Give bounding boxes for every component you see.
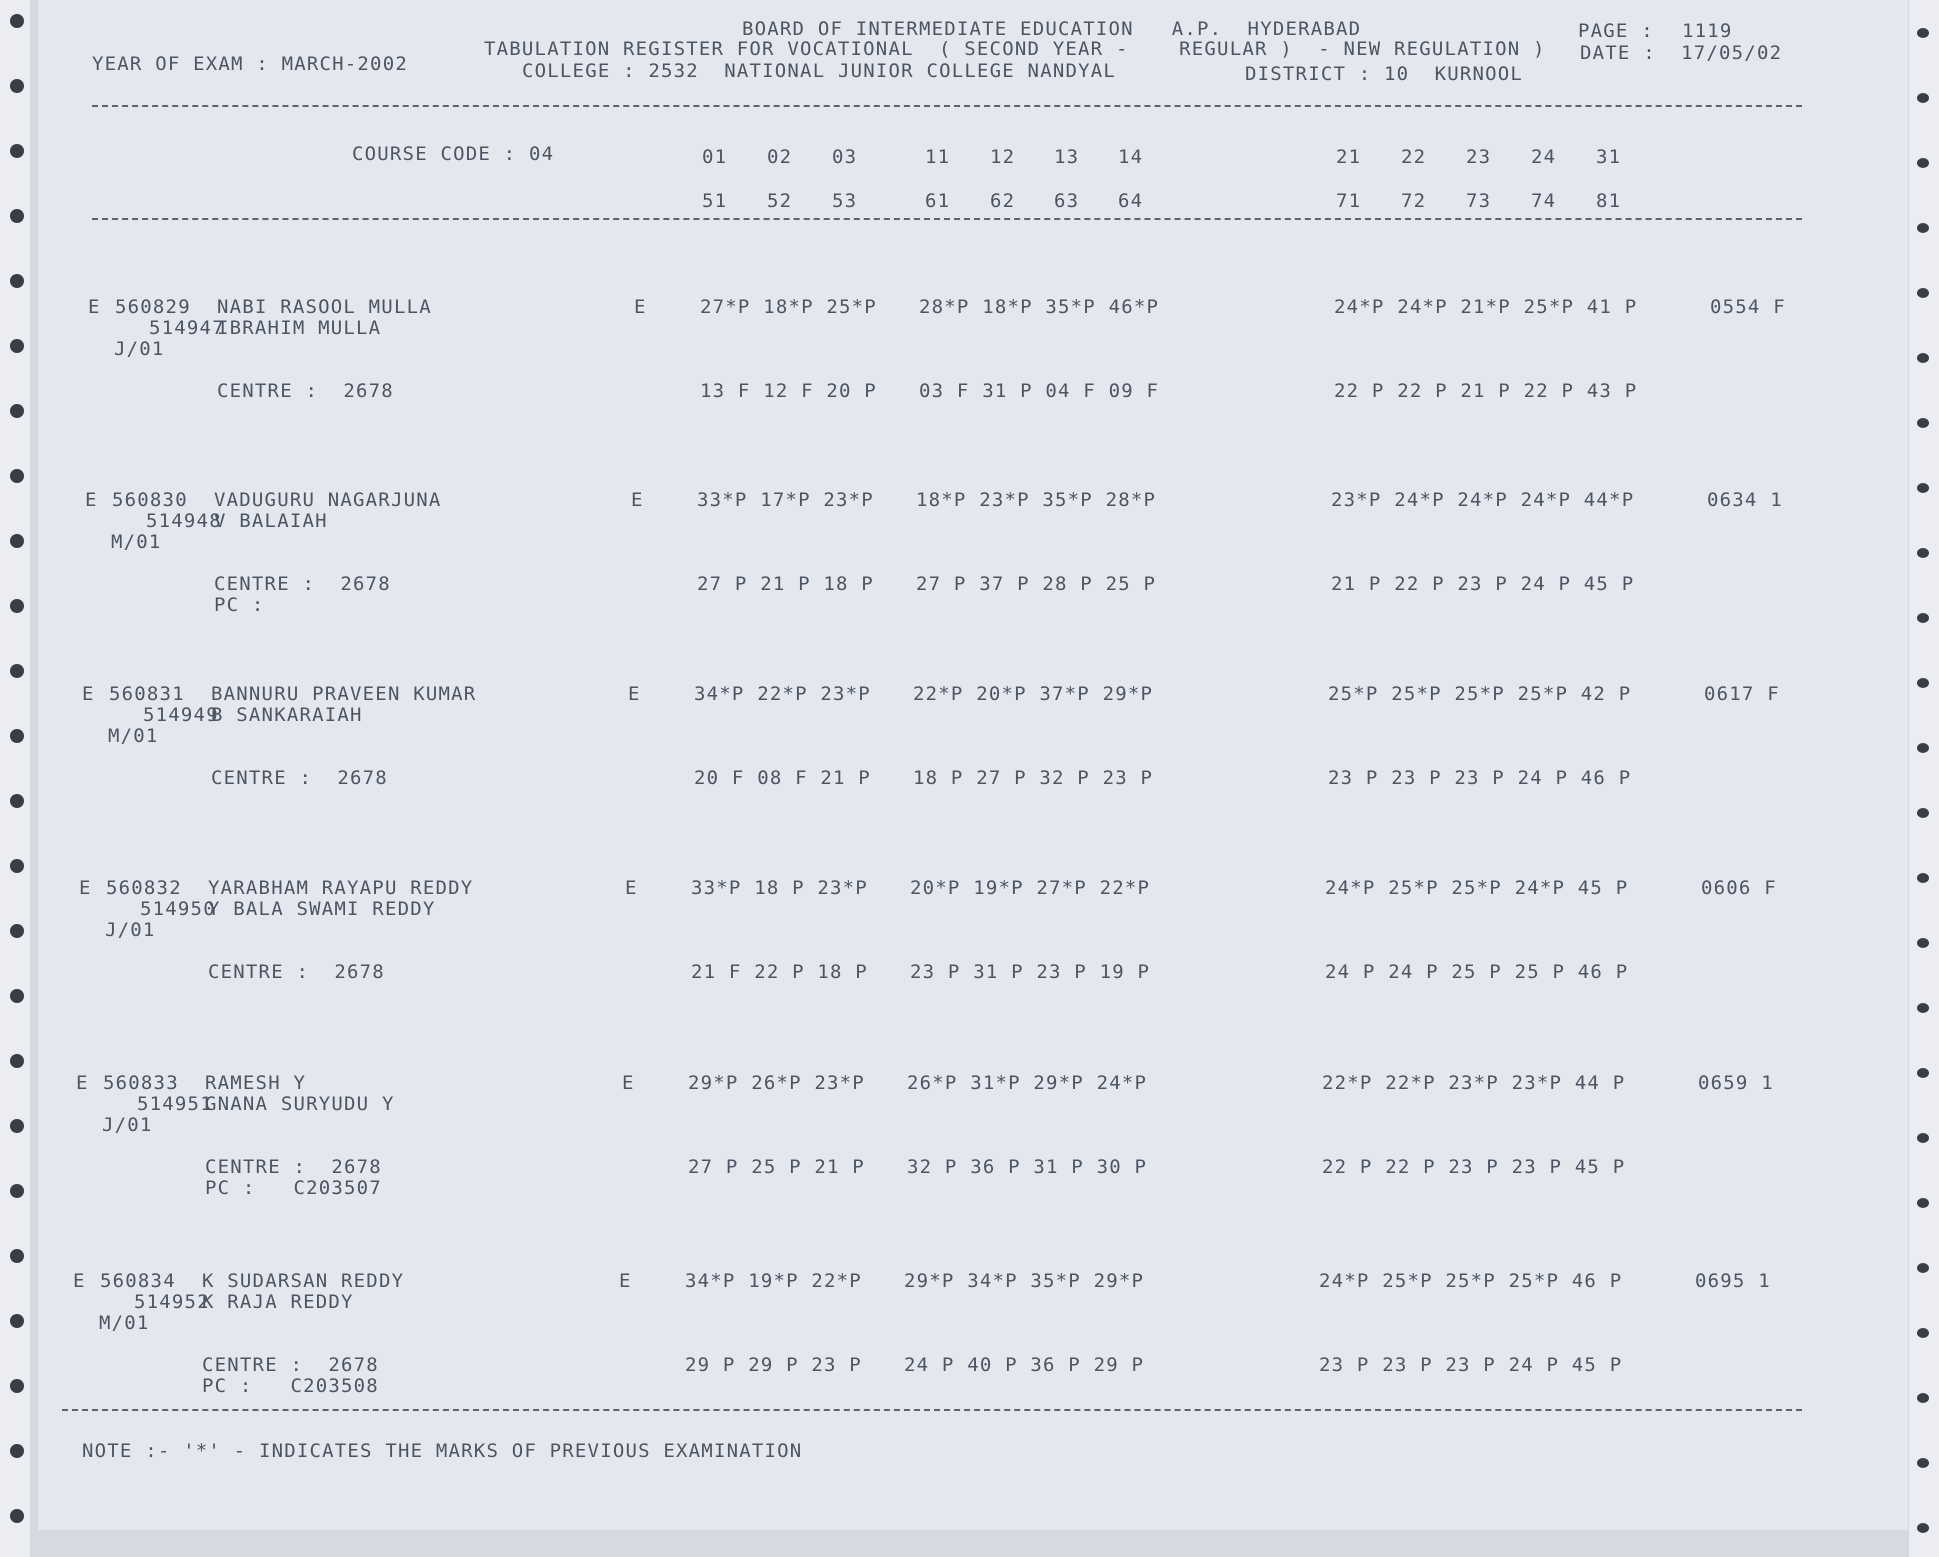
footnote: NOTE :- '*' - INDICATES THE MARKS OF PREVIOUS EXAMINATION — [82, 1440, 803, 1462]
father-name: GNANA SURYUDU Y — [205, 1093, 395, 1115]
student-record — [0, 298, 1939, 488]
feed-hole — [1917, 158, 1929, 168]
grand-total-result: 0554 F — [1710, 296, 1786, 318]
marks-second-attempt: 29 P 29 P 23 P — [685, 1354, 862, 1376]
marks-second-attempt: 32 P 36 P 31 P 30 P — [907, 1156, 1148, 1178]
column-header-divider — [92, 218, 1802, 220]
marks-second-attempt: 27 P 21 P 18 P — [697, 573, 874, 595]
feed-hole — [10, 14, 24, 28]
group-code: M/01 — [108, 725, 159, 747]
marks-first-attempt: 33*P 18 P 23*P — [691, 877, 868, 899]
marks-second-attempt: 21 P 22 P 23 P 24 P 45 P — [1331, 573, 1635, 595]
marks-first-attempt: 24*P 24*P 21*P 25*P 41 P — [1334, 296, 1638, 318]
column-code: 51 — [702, 190, 728, 212]
marks-first-attempt: 22*P 22*P 23*P 23*P 44 P — [1322, 1072, 1626, 1094]
exam-centre: CENTRE : 2678 — [205, 1156, 382, 1178]
column-code: 73 — [1466, 190, 1492, 212]
medium-code: E — [634, 296, 647, 318]
column-code: 53 — [832, 190, 858, 212]
page-label: PAGE : — [1578, 20, 1654, 42]
marks-second-attempt: 22 P 22 P 23 P 23 P 45 P — [1322, 1156, 1626, 1178]
marks-second-attempt: 23 P 23 P 23 P 24 P 46 P — [1328, 767, 1632, 789]
feed-hole — [10, 1509, 24, 1523]
marks-first-attempt: 33*P 17*P 23*P — [697, 489, 874, 511]
marks-first-attempt: 25*P 25*P 25*P 25*P 42 P — [1328, 683, 1632, 705]
medium-code: E — [619, 1270, 632, 1292]
hall-ticket-number: 560832 — [106, 877, 182, 899]
column-code: 24 — [1531, 146, 1557, 168]
group-code: M/01 — [111, 531, 162, 553]
student-record — [0, 491, 1939, 681]
student-name: NABI RASOOL MULLA — [217, 296, 432, 318]
father-name: V BALAIAH — [214, 510, 328, 532]
student-name: YARABHAM RAYAPU REDDY — [208, 877, 474, 899]
group-code: M/01 — [99, 1312, 150, 1334]
record-prefix: E — [82, 683, 95, 705]
feed-hole — [1917, 28, 1929, 38]
student-record — [0, 879, 1939, 1069]
marks-first-attempt: 27*P 18*P 25*P — [700, 296, 877, 318]
marks-first-attempt: 23*P 24*P 24*P 24*P 44*P — [1331, 489, 1635, 511]
hall-ticket-number: 560830 — [112, 489, 188, 511]
column-code: 52 — [767, 190, 793, 212]
marks-second-attempt: 23 P 23 P 23 P 24 P 45 P — [1319, 1354, 1623, 1376]
group-code: J/01 — [102, 1114, 153, 1136]
feed-hole — [1917, 1523, 1929, 1533]
student-record — [0, 1074, 1939, 1264]
column-code: 63 — [1054, 190, 1080, 212]
feed-hole — [10, 79, 24, 93]
record-prefix: E — [79, 877, 92, 899]
marks-second-attempt: 23 P 31 P 23 P 19 P — [910, 961, 1151, 983]
student-name: K SUDARSAN REDDY — [202, 1270, 405, 1292]
hall-ticket-number: 560831 — [109, 683, 185, 705]
marks-second-attempt: 24 P 40 P 36 P 29 P — [904, 1354, 1145, 1376]
header-divider — [92, 105, 1802, 107]
marks-first-attempt: 20*P 19*P 27*P 22*P — [910, 877, 1151, 899]
feed-hole — [1917, 288, 1929, 298]
footer-divider — [62, 1409, 1802, 1411]
marks-first-attempt: 22*P 20*P 37*P 29*P — [913, 683, 1154, 705]
father-name: B SANKARAIAH — [211, 704, 363, 726]
exam-centre: CENTRE : 2678 — [217, 380, 394, 402]
column-code: 74 — [1531, 190, 1557, 212]
column-code: 81 — [1596, 190, 1622, 212]
marks-first-attempt: 29*P 26*P 23*P — [688, 1072, 865, 1094]
registration-number: 514949 — [143, 704, 219, 726]
column-code: 22 — [1401, 146, 1427, 168]
student-name: RAMESH Y — [205, 1072, 307, 1094]
exam-centre: CENTRE : 2678 — [214, 573, 391, 595]
registration-number: 514947 — [149, 317, 225, 339]
course-code: COURSE CODE : 04 — [352, 143, 555, 165]
college-info: COLLEGE : 2532 NATIONAL JUNIOR COLLEGE NANDYAL — [522, 60, 1117, 82]
marks-second-attempt: 13 F 12 F 20 P — [700, 380, 877, 402]
record-prefix: E — [88, 296, 101, 318]
feed-hole — [10, 274, 24, 288]
group-code: J/01 — [114, 338, 165, 360]
record-prefix: E — [76, 1072, 89, 1094]
feed-hole — [1917, 223, 1929, 233]
marks-first-attempt: 24*P 25*P 25*P 24*P 45 P — [1325, 877, 1629, 899]
grand-total-result: 0695 1 — [1695, 1270, 1771, 1292]
medium-code: E — [631, 489, 644, 511]
registration-number: 514951 — [137, 1093, 213, 1115]
student-name: VADUGURU NAGARJUNA — [214, 489, 442, 511]
marks-second-attempt: 22 P 22 P 21 P 22 P 43 P — [1334, 380, 1638, 402]
column-code: 03 — [832, 146, 858, 168]
feed-hole — [1917, 93, 1929, 103]
student-record — [0, 1272, 1939, 1462]
medium-code: E — [625, 877, 638, 899]
marks-second-attempt: 21 F 22 P 18 P — [691, 961, 868, 983]
medium-code: E — [628, 683, 641, 705]
page-number: 1119 — [1682, 20, 1733, 42]
column-code: 01 — [702, 146, 728, 168]
hall-ticket-number: 560834 — [100, 1270, 176, 1292]
marks-second-attempt: 24 P 24 P 25 P 25 P 46 P — [1325, 961, 1629, 983]
grand-total-result: 0659 1 — [1698, 1072, 1774, 1094]
feed-hole — [10, 144, 24, 158]
hall-ticket-number: 560833 — [103, 1072, 179, 1094]
exam-centre: CENTRE : 2678 — [211, 767, 388, 789]
grand-total-result: 0634 1 — [1707, 489, 1783, 511]
board-title: BOARD OF INTERMEDIATE EDUCATION A.P. HYDERABAD — [742, 18, 1362, 40]
column-code: 12 — [990, 146, 1016, 168]
marks-second-attempt: 18 P 27 P 32 P 23 P — [913, 767, 1154, 789]
report-date: DATE : 17/05/02 — [1580, 42, 1783, 64]
hall-ticket-number: 560829 — [115, 296, 191, 318]
marks-first-attempt: 26*P 31*P 29*P 24*P — [907, 1072, 1148, 1094]
register-title: TABULATION REGISTER FOR VOCATIONAL ( SECOND YEAR - REGULAR ) - NEW REGULATION ) — [484, 38, 1546, 60]
column-code: 31 — [1596, 146, 1622, 168]
grand-total-result: 0606 F — [1701, 877, 1777, 899]
student-name: BANNURU PRAVEEN KUMAR — [211, 683, 477, 705]
column-code: 62 — [990, 190, 1016, 212]
marks-first-attempt: 34*P 19*P 22*P — [685, 1270, 862, 1292]
student-record — [0, 685, 1939, 875]
marks-first-attempt: 28*P 18*P 35*P 46*P — [919, 296, 1160, 318]
marks-first-attempt: 29*P 34*P 35*P 29*P — [904, 1270, 1145, 1292]
marks-first-attempt: 34*P 22*P 23*P — [694, 683, 871, 705]
registration-number: 514948 — [146, 510, 222, 532]
column-code: 11 — [925, 146, 951, 168]
medium-code: E — [622, 1072, 635, 1094]
marks-second-attempt: 27 P 37 P 28 P 25 P — [916, 573, 1157, 595]
pc-number: PC : C203507 — [205, 1177, 382, 1199]
father-name: Y BALA SWAMI REDDY — [208, 898, 436, 920]
feed-hole — [10, 209, 24, 223]
exam-centre: CENTRE : 2678 — [208, 961, 385, 983]
column-code: 13 — [1054, 146, 1080, 168]
father-name: IBRAHIM MULLA — [217, 317, 382, 339]
registration-number: 514952 — [134, 1291, 210, 1313]
group-code: J/01 — [105, 919, 156, 941]
marks-second-attempt: 03 F 31 P 04 F 09 F — [919, 380, 1160, 402]
year-of-exam: YEAR OF EXAM : MARCH-2002 — [92, 53, 408, 75]
record-prefix: E — [85, 489, 98, 511]
marks-first-attempt: 18*P 23*P 35*P 28*P — [916, 489, 1157, 511]
column-code: 23 — [1466, 146, 1492, 168]
pc-number: PC : — [214, 594, 265, 616]
father-name: K RAJA REDDY — [202, 1291, 354, 1313]
grand-total-result: 0617 F — [1704, 683, 1780, 705]
column-code: 02 — [767, 146, 793, 168]
column-code: 21 — [1336, 146, 1362, 168]
registration-number: 514950 — [140, 898, 216, 920]
marks-first-attempt: 24*P 25*P 25*P 25*P 46 P — [1319, 1270, 1623, 1292]
column-code: 14 — [1118, 146, 1144, 168]
exam-centre: CENTRE : 2678 — [202, 1354, 379, 1376]
column-code: 72 — [1401, 190, 1427, 212]
pc-number: PC : C203508 — [202, 1375, 379, 1397]
column-code: 61 — [925, 190, 951, 212]
marks-second-attempt: 27 P 25 P 21 P — [688, 1156, 865, 1178]
marks-second-attempt: 20 F 08 F 21 P — [694, 767, 871, 789]
record-prefix: E — [73, 1270, 86, 1292]
district-info: DISTRICT : 10 KURNOOL — [1245, 63, 1524, 85]
column-code: 71 — [1336, 190, 1362, 212]
column-code: 64 — [1118, 190, 1144, 212]
